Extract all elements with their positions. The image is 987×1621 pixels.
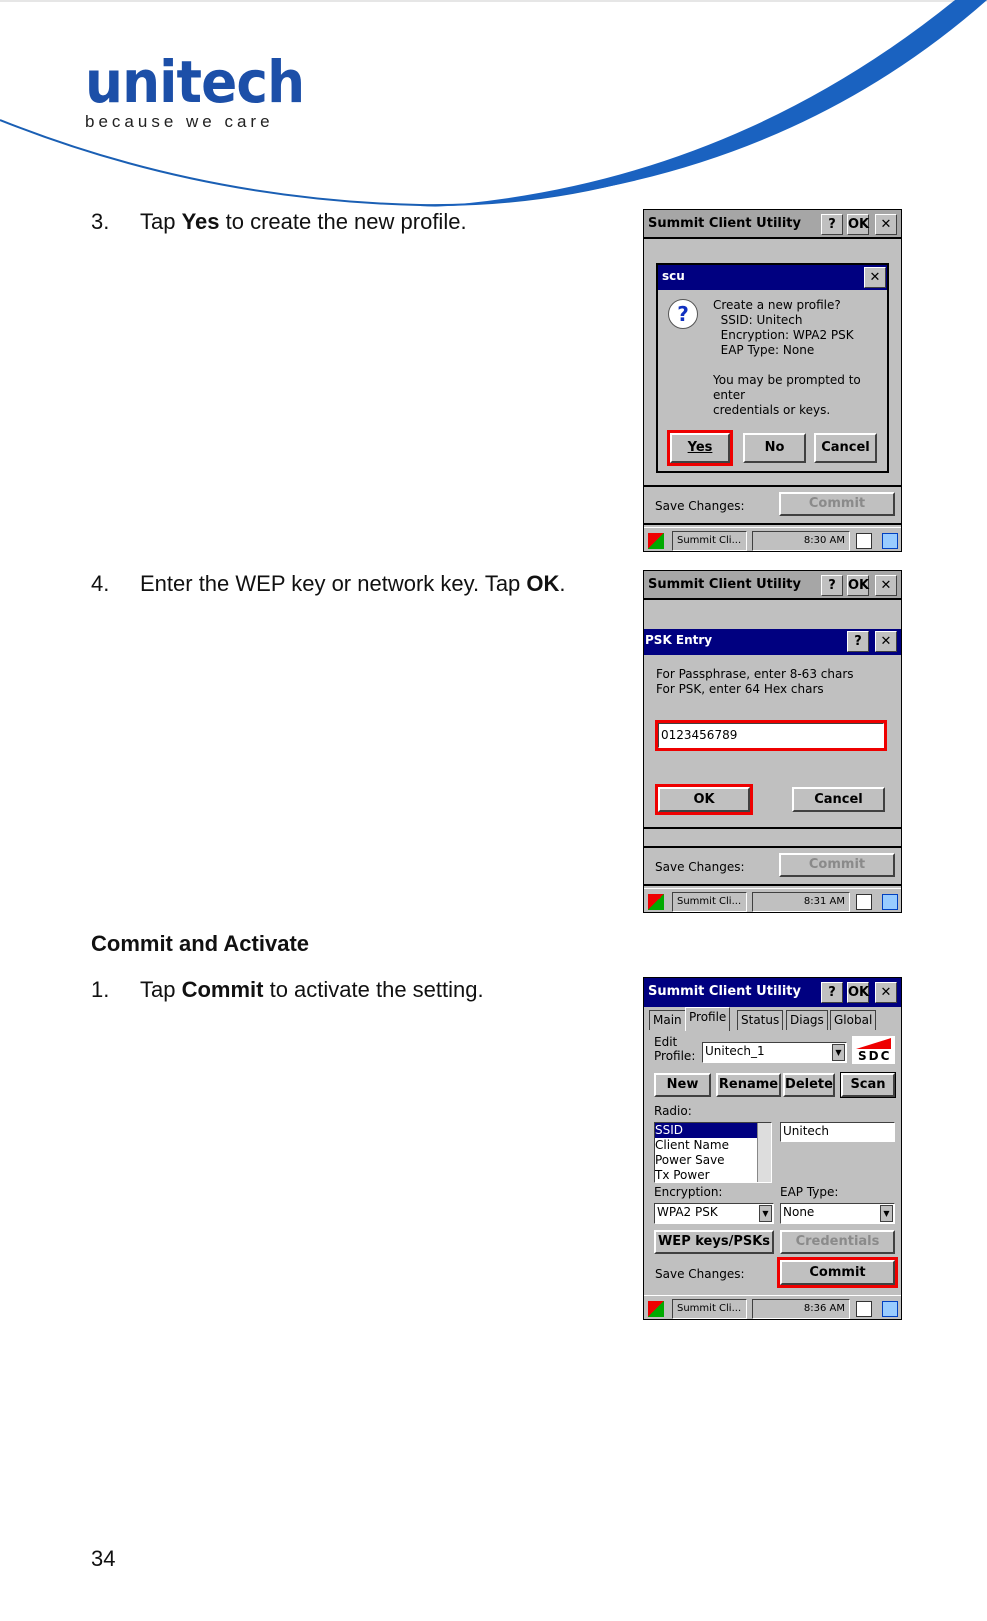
logo-tagline: because we care xyxy=(85,112,274,131)
radio-label: Radio: xyxy=(654,1104,692,1118)
step-3: 3. Tap Yes to create the new profile. xyxy=(91,209,467,234)
taskbar xyxy=(644,1295,901,1320)
tab-status[interactable]: Status xyxy=(737,1010,783,1030)
encryption-label: Encryption: xyxy=(654,1185,723,1199)
dialog-close-button[interactable]: ✕ xyxy=(875,631,897,652)
list-item[interactable]: Power Save xyxy=(655,1153,725,1167)
close-button[interactable]: ✕ xyxy=(875,982,897,1003)
dialog-help-button[interactable]: ? xyxy=(847,631,869,652)
ok-dialog-button[interactable]: OK xyxy=(658,787,750,812)
step-4: 4. Enter the WEP key or network key. Tap OK. xyxy=(91,571,566,596)
commit-button[interactable]: Commit xyxy=(779,853,895,877)
scu-dialog xyxy=(656,263,889,473)
eap-select[interactable]: None ▼ xyxy=(780,1203,895,1224)
title-bar: Summit Client Utility xyxy=(644,571,901,600)
list-item[interactable]: Tx Power xyxy=(655,1168,710,1182)
save-changes-label: Save Changes: xyxy=(655,1267,745,1281)
screenshot-create-profile xyxy=(643,209,902,552)
commit-button[interactable]: Commit xyxy=(779,492,895,516)
windows-icon[interactable] xyxy=(882,894,898,910)
logo-wordmark: unitech xyxy=(85,48,305,116)
sdc-logo: SDC xyxy=(852,1036,895,1064)
save-changes-label: Save Changes: xyxy=(655,499,745,513)
delete-button[interactable]: Delete xyxy=(783,1073,835,1097)
profile-select[interactable]: Unitech_1 ▼ xyxy=(702,1042,847,1063)
clock: 8:31 AM xyxy=(752,892,850,912)
taskbar xyxy=(644,888,901,913)
tab-profile[interactable]: Profile xyxy=(685,1007,730,1031)
psk-hint: For PSK, enter 64 Hex chars xyxy=(656,682,824,696)
list-item[interactable]: Client Name xyxy=(655,1138,729,1152)
cancel-button[interactable]: Cancel xyxy=(814,433,877,463)
eap-label: EAP Type: xyxy=(780,1185,839,1199)
dialog-title: PSK Entry xyxy=(644,629,902,655)
unitech-logo xyxy=(85,48,323,132)
tab-diags[interactable]: Diags xyxy=(786,1010,828,1030)
tab-global[interactable]: Global xyxy=(830,1010,876,1030)
yes-button[interactable]: Yes xyxy=(670,433,730,463)
scrollbar[interactable] xyxy=(757,1123,771,1182)
taskbar-app[interactable]: Summit Cli... xyxy=(672,1299,747,1319)
close-button[interactable]: ✕ xyxy=(875,575,897,596)
taskbar-app[interactable]: Summit Cli... xyxy=(672,892,747,912)
clock: 8:30 AM xyxy=(752,531,850,551)
list-item-selected[interactable]: SSID xyxy=(655,1123,758,1138)
scan-button[interactable]: Scan xyxy=(841,1073,895,1097)
close-button[interactable]: ✕ xyxy=(875,214,897,235)
new-button[interactable]: New xyxy=(654,1073,711,1097)
title-bar: Summit Client Utility xyxy=(644,210,901,239)
start-icon[interactable] xyxy=(648,894,664,910)
chevron-down-icon: ▼ xyxy=(759,1205,772,1222)
screenshot-commit xyxy=(643,977,902,1320)
wep-keys-button[interactable]: WEP keys/PSKs xyxy=(654,1230,774,1254)
save-changes-label: Save Changes: xyxy=(655,860,745,874)
title-bar: Summit Client Utility xyxy=(644,978,901,1007)
step-commit: 1. Tap Commit to activate the setting. xyxy=(91,977,484,1002)
clock: 8:36 AM xyxy=(752,1299,850,1319)
tab-main[interactable]: Main xyxy=(649,1010,686,1030)
screenshot-psk-entry xyxy=(643,570,902,913)
radio-listbox[interactable] xyxy=(654,1122,772,1183)
save-bar xyxy=(644,485,901,525)
ok-button[interactable]: OK xyxy=(847,575,869,596)
edit-profile-label: Edit Profile: xyxy=(654,1035,696,1063)
keyboard-icon[interactable] xyxy=(856,894,872,910)
dialog-message: Create a new profile? SSID: Unitech Encryption: WPA2 PSK EAP Type: None You may be prompted to enter credentials or keys. xyxy=(713,298,861,417)
start-icon[interactable] xyxy=(648,533,664,549)
question-icon: ? xyxy=(668,299,698,329)
credentials-button[interactable]: Credentials xyxy=(780,1230,895,1254)
cancel-button[interactable]: Cancel xyxy=(792,787,885,812)
ok-button[interactable]: OK xyxy=(847,214,869,235)
help-button[interactable]: ? xyxy=(821,575,843,596)
no-button[interactable]: No xyxy=(743,433,806,463)
windows-icon[interactable] xyxy=(882,1301,898,1317)
chevron-down-icon: ▼ xyxy=(832,1044,845,1061)
ssid-input[interactable]: Unitech xyxy=(780,1122,895,1142)
dialog-close-button[interactable]: ✕ xyxy=(864,267,886,288)
passphrase-hint: For Passphrase, enter 8-63 chars xyxy=(656,667,854,681)
encryption-select[interactable]: WPA2 PSK ▼ xyxy=(654,1203,774,1224)
commit-button[interactable]: Commit xyxy=(780,1260,895,1285)
help-button[interactable]: ? xyxy=(821,214,843,235)
chevron-down-icon: ▼ xyxy=(880,1205,893,1222)
save-bar xyxy=(644,846,901,886)
start-icon[interactable] xyxy=(648,1301,664,1317)
keyboard-icon[interactable] xyxy=(856,1301,872,1317)
psk-input[interactable]: 0123456789 xyxy=(658,723,884,748)
rename-button[interactable]: Rename xyxy=(716,1073,781,1097)
ok-button[interactable]: OK xyxy=(847,982,869,1003)
help-button[interactable]: ? xyxy=(821,982,843,1003)
psk-dialog xyxy=(644,629,902,829)
page-number: 34 xyxy=(91,1546,116,1571)
section-heading: Commit and Activate xyxy=(91,931,310,956)
windows-icon[interactable] xyxy=(882,533,898,549)
taskbar-app[interactable]: Summit Cli... xyxy=(672,531,747,551)
keyboard-icon[interactable] xyxy=(856,533,872,549)
taskbar xyxy=(644,527,901,552)
dialog-title: scu xyxy=(658,265,887,290)
